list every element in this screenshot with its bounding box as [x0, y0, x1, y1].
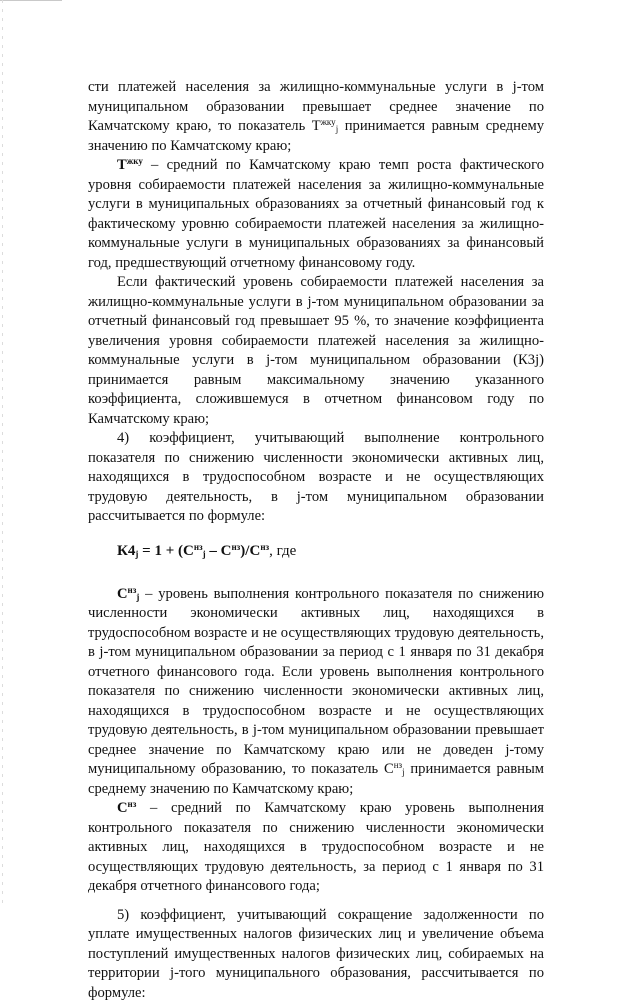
paragraph-item-4: 4) коэффициент, учитывающий выполнение контрольного показателя по снижению численности экономически активных лиц, находящихся в трудоспособном возрасте и не осуществляющих трудовую деятельность, в j-том муниципальном образовании рассчитывается по формуле: — [88, 429, 544, 527]
symbol-t-zhku: $Т^{жку}_j$ — [312, 118, 338, 134]
scan-left-edge — [2, 0, 3, 905]
scan-top-edge — [0, 0, 62, 1]
paragraph-item-5: 5) коэффициент, учитывающий сокращение задолженности по уплате имущественных налогов физических лиц и увеличение объема поступлений имущественных налогов физических лиц, собираемых на территории j-того муниципального образования, рассчитывается по формуле: — [88, 906, 544, 1003]
paragraph-c-nz-definition: $С^{нз}$ – средний по Камчатскому краю уровень выполнения контрольного показателя по снижению численности экономически активных лиц, находящихся в трудоспособном возрасте и не осуществляющих трудовую деятельность, за период с 1 января по 31 декабря отчетного финансового года; — [88, 799, 544, 897]
paragraph-continuation: сти платежей населения за жилищно-коммунальные услуги в j-том муниципальном образовании превышает среднее значение по Камчатскому краю, то показатель $Т^{жку}_j$ принимается равным среднему значению по Камчатскому краю; — [88, 78, 544, 156]
symbol-t-zhku-bold: $Т^{жку}$ — [117, 157, 143, 173]
paragraph-c-nz-j-definition: $С^{нз}_j$ – уровень выполнения контрольного показателя по снижению численности экономически активных лиц, находящихся в трудоспособном возрасте и не осуществляющих трудовую деятельность, в j-том муниципальном образовании за период с 1 января по 31 декабря отчетного финансового года. Если уровень выполнения контрольного показателя по снижению численности экономически активных лиц, находящихся в трудоспособном возрасте и не осуществляющих трудовую деятельность, в j-том муниципальном образовании превышает среднее значение по Камчатскому краю или не доведен j-тому муниципальному образованию, то показатель $С^{нз}_j$ принимается равным среднему значению по Камчатскому краю; — [88, 585, 544, 800]
paragraph-collection-rate: Если фактический уровень собираемости платежей населения за жилищно-коммунальные услуги в j-том муниципальном образовании за отчетный финансовый год превышает 95 %, то значение коэффициента увеличения уровня собираемости платежей населения за жилищно-коммунальные услуги в j-том муниципальном образовании (К3j) принимается равным максимальному значению указанного коэффициента, сложившемуся в отчетном финансовом году по Камчатскому краю; — [88, 273, 544, 429]
formula-k4: $К4_j = 1 + (С^{нз}_j - С^{нз})/С^{нз}$, где — [117, 541, 544, 561]
document-body — [88, 78, 544, 1003]
paragraph-t-zhku-definition: $Т^{жку}$ – средний по Камчатскому краю темп роста фактического уровня собираемости платежей населения за жилищно-коммунальные услуги в муниципальных образованиях за отчетный финансовый год к фактическому уровню собираемости платежей населения за жилищно-коммунальные услуги в муниципальных образованиях за финансовый год, предшествующий отчетному финансовому году. — [88, 156, 544, 273]
